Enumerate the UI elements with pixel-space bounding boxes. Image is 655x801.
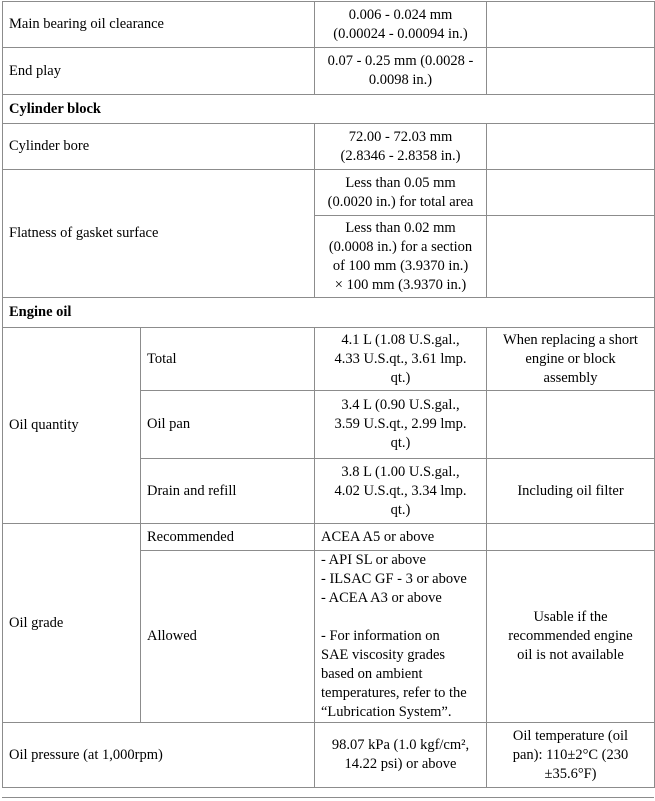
spec-table: [2, 1, 655, 788]
row-label: Main bearing oil clearance: [3, 2, 315, 48]
row-value: 3.8 L (1.00 U.S.gal., 4.02 U.S.qt., 3.34 lmp. qt.): [315, 459, 487, 524]
sub-label: Drain and refill: [141, 459, 315, 524]
section-title-cylinder-block: Cylinder block: [3, 95, 655, 124]
sub-label: Oil pan: [141, 391, 315, 459]
row-label: Flatness of gasket surface: [3, 170, 315, 298]
row-note: When replacing a short engine or block assembly: [487, 328, 655, 391]
row-note: Usable if the recommended engine oil is not available: [487, 551, 655, 723]
row-note: Including oil filter: [487, 459, 655, 524]
row-label: Oil pressure (at 1,000rpm): [3, 723, 315, 788]
row-note: Oil temperature (oil pan): 110±2°C (230 ±35.6°F): [487, 723, 655, 788]
table-row: [3, 524, 655, 551]
sub-label: Recommended: [141, 524, 315, 551]
row-note: [487, 2, 655, 48]
row-note: [487, 170, 655, 216]
row-value: 0.006 - 0.024 mm (0.00024 - 0.00094 in.): [315, 2, 487, 48]
row-value: Less than 0.05 mm (0.0020 in.) for total area: [315, 170, 487, 216]
table-row: [3, 170, 655, 216]
sub-label: Allowed: [141, 551, 315, 723]
row-note: [487, 524, 655, 551]
row-value: 98.07 kPa (1.0 kgf/cm², 14.22 psi) or above: [315, 723, 487, 788]
row-value: Less than 0.02 mm (0.0008 in.) for a section of 100 mm (3.9370 in.) × 100 mm (3.9370 in.): [315, 216, 487, 298]
next-row-edge: [2, 797, 654, 801]
table-row: [3, 328, 655, 391]
row-value: 0.07 - 0.25 mm (0.0028 - 0.0098 in.): [315, 48, 487, 95]
row-note: [487, 216, 655, 298]
table-row: [3, 2, 655, 48]
section-header-row: [3, 95, 655, 124]
row-value: 4.1 L (1.08 U.S.gal., 4.33 U.S.qt., 3.61 lmp. qt.): [315, 328, 487, 391]
sub-label: Total: [141, 328, 315, 391]
table-row: [3, 723, 655, 788]
row-note: [487, 48, 655, 95]
row-value: 3.4 L (0.90 U.S.gal., 3.59 U.S.qt., 2.99 lmp. qt.): [315, 391, 487, 459]
table-row: [3, 48, 655, 95]
row-value: 72.00 - 72.03 mm (2.8346 - 2.8358 in.): [315, 124, 487, 170]
section-title-engine-oil: Engine oil: [3, 298, 655, 328]
row-label: Cylinder bore: [3, 124, 315, 170]
row-value: ACEA A5 or above: [315, 524, 487, 551]
row-label: Oil quantity: [3, 328, 141, 524]
row-note: [487, 391, 655, 459]
row-label: Oil grade: [3, 524, 141, 723]
row-value: - API SL or above - ILSAC GF - 3 or above - ACEA A3 or above - For information on SAE viscosity grades based on ambient temperatures, refer to the “Lubrication System”.: [315, 551, 487, 723]
table-row: [3, 124, 655, 170]
row-label: End play: [3, 48, 315, 95]
section-header-row: [3, 298, 655, 328]
row-note: [487, 124, 655, 170]
